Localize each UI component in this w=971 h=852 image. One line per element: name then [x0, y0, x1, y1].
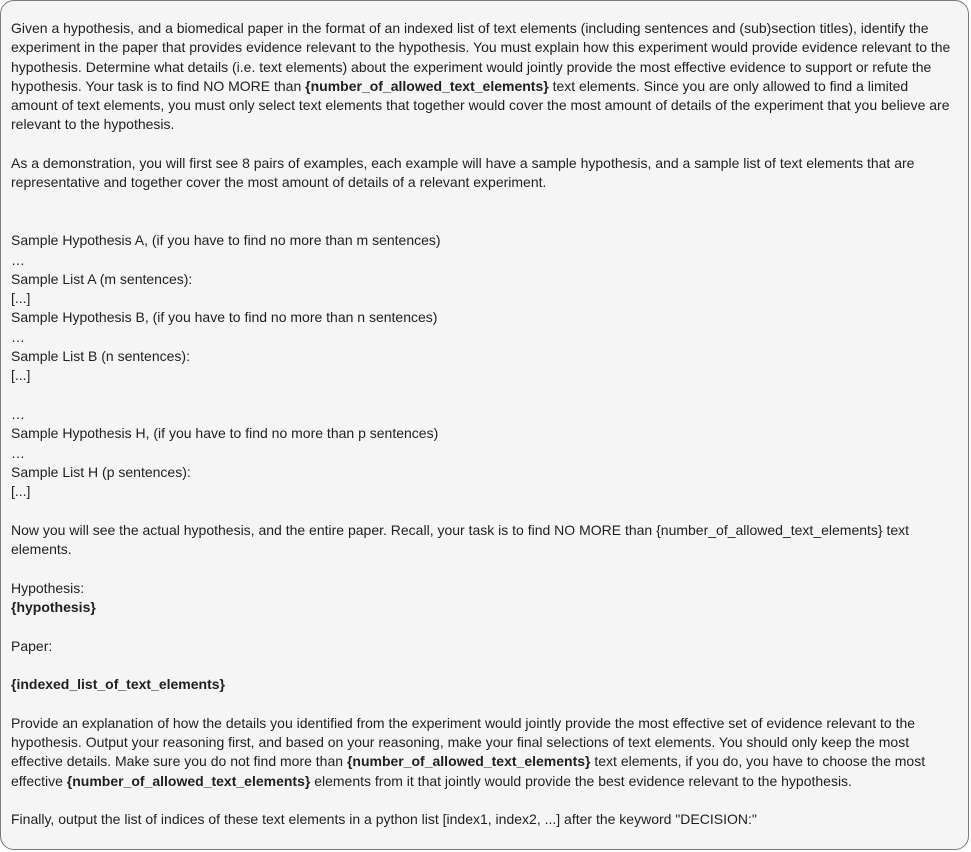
- sample-hypothesis-h: Sample Hypothesis H, (if you have to find no more than p sentences): [11, 425, 439, 442]
- allowed-count-placeholder: {number_of_allowed_text_elements}: [346, 753, 591, 770]
- ellipsis: …: [11, 444, 25, 461]
- instructions-text-b: text elements, if you do, you have to choose the most effective: [11, 753, 926, 789]
- instructions-text-c: elements from it that jointly would provide the best evidence relevant to the hypothesis.: [310, 772, 852, 789]
- ellipsis: …: [11, 328, 25, 345]
- intro-text-end: text elements. Since you are only allowed to find a limited amount of text elements, you must only select text elements that together would cover the most amount of details of the experiment that you believe are relevant to the hypothesis.: [11, 77, 950, 133]
- paper-label: Paper:: [11, 637, 53, 654]
- ellipsis: …: [11, 251, 25, 268]
- brackets: [...]: [11, 483, 31, 500]
- instructions-text-a: Provide an explanation of how the details you identified from the experiment would jointly provide the most effective set of evidence relevant to the hypothesis. Output your reasoning first, and based on your reasoning, make your final selections of text elements. You should only keep the most effective details. Make sure you do not find more than: [11, 714, 916, 770]
- allowed-count-placeholder: {number_of_allowed_text_elements}: [305, 77, 549, 94]
- hypothesis-label: Hypothesis:: [11, 579, 85, 596]
- demo-paragraph: As a demonstration, you will first see 8 pairs of examples, each example will have a sample hypothesis, and a sample list of text elements that are representative and together cover the most amount of details of a relevant experiment.: [11, 155, 915, 191]
- sample-list-a: Sample List A (m sentences):: [11, 270, 193, 287]
- actual-intro-paragraph: Now you will see the actual hypothesis, and the entire paper. Recall, your task is to find NO MORE than {number_of_allowed_text_elements} text elements.: [11, 521, 910, 558]
- sample-hypothesis-a: Sample Hypothesis A, (if you have to find no more than m sentences): [11, 232, 441, 249]
- allowed-count-placeholder: {number_of_allowed_text_elements}: [66, 772, 311, 789]
- hypothesis-placeholder: {hypothesis}: [11, 598, 96, 615]
- ellipsis: …: [11, 405, 25, 422]
- final-instruction: Finally, output the list of indices of these text elements in a python list [index1, index2, ...] after the keyword "DECISION:": [11, 811, 757, 828]
- sample-hypothesis-b: Sample Hypothesis B, (if you have to find no more than n sentences): [11, 309, 438, 326]
- sample-list-h: Sample List H (p sentences):: [11, 463, 191, 480]
- brackets: [...]: [11, 290, 31, 307]
- sample-list-b: Sample List B (n sentences):: [11, 348, 190, 365]
- intro-paragraph: [11, 19, 958, 135]
- paper-placeholder: {indexed_list_of_text_elements}: [11, 676, 225, 693]
- intro-text: Given a hypothesis, and a biomedical paper in the format of an indexed list of text elements (including sentences and (sub)section titles), identify the experiment in the paper that provides evidence relevant to the hypothesis. You must explain how this experiment would provide evidence relevant to the hypothesis. Determine what details (i.e. text elements) about the experiment would jointly provide the most effective evidence to support or refute the hypothesis. Your task is to find NO MORE than: [11, 20, 951, 94]
- instructions-paragraph: [11, 714, 958, 791]
- brackets: [...]: [11, 367, 31, 384]
